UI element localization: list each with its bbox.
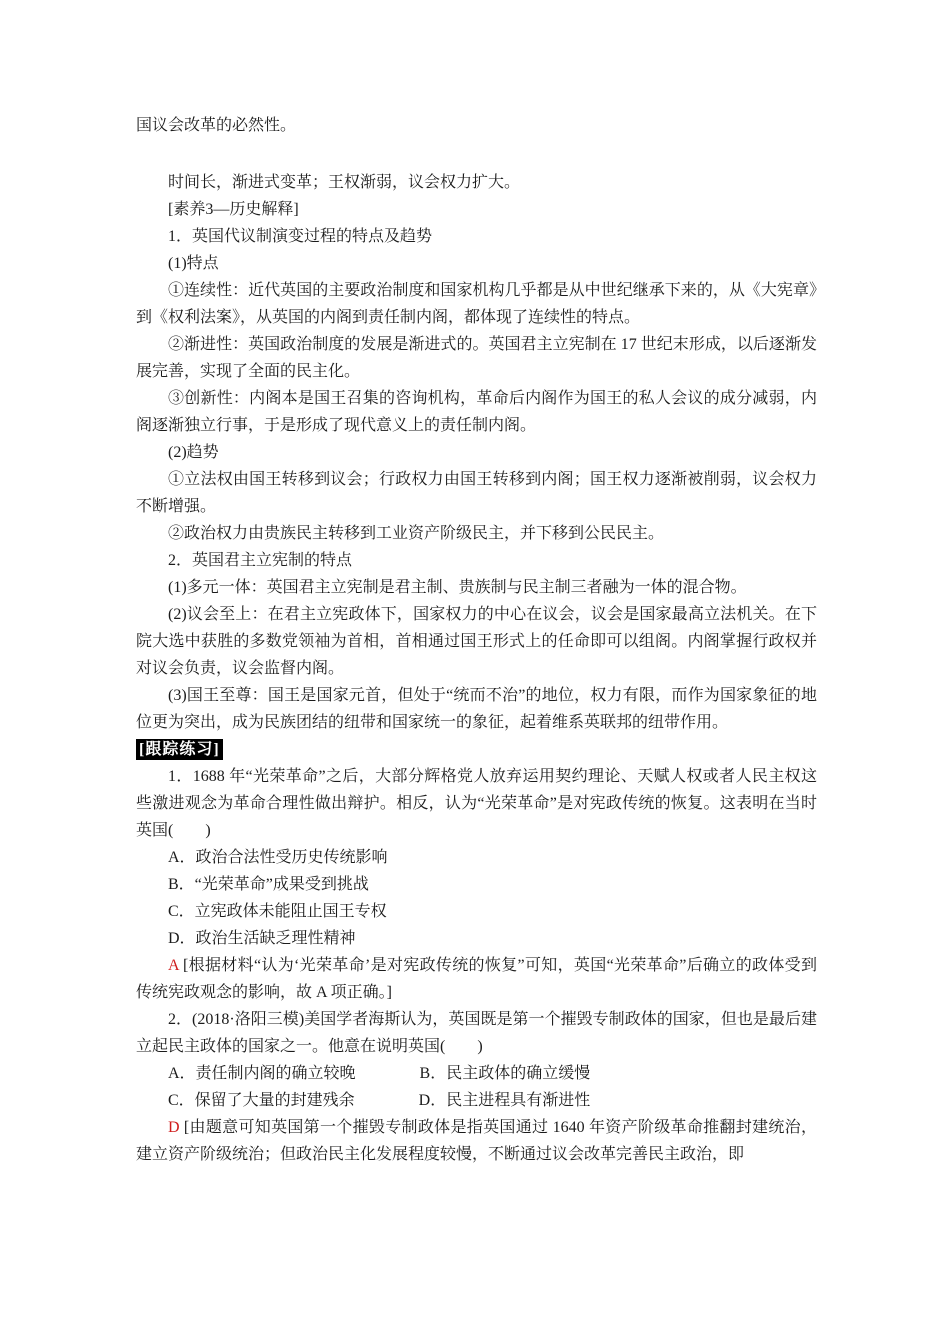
- answer-paragraph: [136, 1114, 817, 1168]
- paragraph: (1)特点: [168, 255, 219, 272]
- paragraph: 1．1688 年“光荣革命”之后，大部分辉格党人放弃运用契约理论、天赋人权或者人民主权这些激进观念为革命合理性做出辩护。相反，认为“光荣革命”是对宪政传统的恢复。这表明在当时英国( ): [136, 768, 817, 839]
- paragraph: C．立宪政体未能阻止国王专权: [168, 903, 387, 920]
- paragraph: (3)国王至尊：国王是国家元首，但处于“统而不治”的地位，权力有限，而作为国家象征的地位更为突出，成为民族团结的纽带和国家统一的象征，起着维系英联邦的纽带作用。: [136, 687, 817, 731]
- paragraph: ①立法权由国王转移到议会；行政权力由国王转移到内阁；国王权力逐渐被削弱，议会权力不断增强。: [136, 471, 817, 515]
- answer-text: [由题意可知英国第一个摧毁专制政体是指英国通过 1640 年资产阶级革命推翻封建统治，建立资产阶级统治；但政治民主化发展程度较慢，不断通过议会改革完善民主政治，即: [136, 1119, 817, 1163]
- paragraph: 国议会改革的必然性。: [136, 117, 297, 134]
- section-badge-line: [136, 736, 817, 763]
- paragraph: [素养3—历史解释]: [168, 201, 299, 218]
- answer-text: [根据材料“认为‘光荣革命’是对宪政传统的恢复”可知，英国“光荣革命”后确立的政体受到传统宪政观念的影响，故 A 项正确。]: [136, 957, 817, 1001]
- document-body: [136, 112, 817, 1168]
- paragraph: A．责任制内阁的确立较晚 B．民主政体的确立缓慢: [168, 1065, 591, 1082]
- paragraph: 2．英国君主立宪制的特点: [168, 552, 353, 569]
- paragraph: ②政治权力由贵族民主转移到工业资产阶级民主，并下移到公民民主。: [168, 525, 665, 542]
- section-badge: [跟踪练习]: [136, 739, 223, 760]
- paragraph: D．政治生活缺乏理性精神: [168, 930, 356, 947]
- paragraph: B．“光荣革命”成果受到挑战: [168, 876, 369, 893]
- paragraph: 2．(2018·洛阳三模)美国学者海斯认为，英国既是第一个摧毁专制政体的国家，但也是最后建立起民主政体的国家之一。他意在说明英国( ): [136, 1011, 817, 1055]
- answer-paragraph: [136, 952, 817, 1006]
- paragraph: (2)趋势: [168, 444, 219, 461]
- answer-letter: D: [168, 1119, 180, 1136]
- paragraph: ①连续性：近代英国的主要政治制度和国家机构几乎都是从中世纪继承下来的，从《大宪章》到《权利法案》，从英国的内阁到责任制内阁，都体现了连续性的特点。: [136, 282, 817, 326]
- paragraph: (1)多元一体：英国君主立宪制是君主制、贵族制与民主制三者融为一体的混合物。: [168, 579, 747, 596]
- answer-letter: A: [168, 957, 179, 974]
- paragraph: 1．英国代议制演变过程的特点及趋势: [168, 228, 433, 245]
- paragraph: (2)议会至上：在君主立宪政体下，国家权力的中心在议会，议会是国家最高立法机关。在下院大选中获胜的多数党领袖为首相，首相通过国王形式上的任命即可以组阁。内阁掌握行政权并对议会负责，议会监督内阁。: [136, 606, 817, 677]
- paragraph: A．政治合法性受历史传统影响: [168, 849, 388, 866]
- paragraph: C．保留了大量的封建残余 D．民主进程具有渐进性: [168, 1092, 591, 1109]
- paragraph: ②渐进性：英国政治制度的发展是渐进式的。英国君主立宪制在 17 世纪末形成，以后逐渐发展完善，实现了全面的民主化。: [136, 336, 817, 380]
- paragraph: ③创新性：内阁本是国王召集的咨询机构，革命后内阁作为国王的私人会议的成分减弱，内阁逐渐独立行事，于是形成了现代意义上的责任制内阁。: [136, 390, 817, 434]
- paragraph: 时间长，渐进式变革；王权渐弱，议会权力扩大。: [168, 174, 521, 191]
